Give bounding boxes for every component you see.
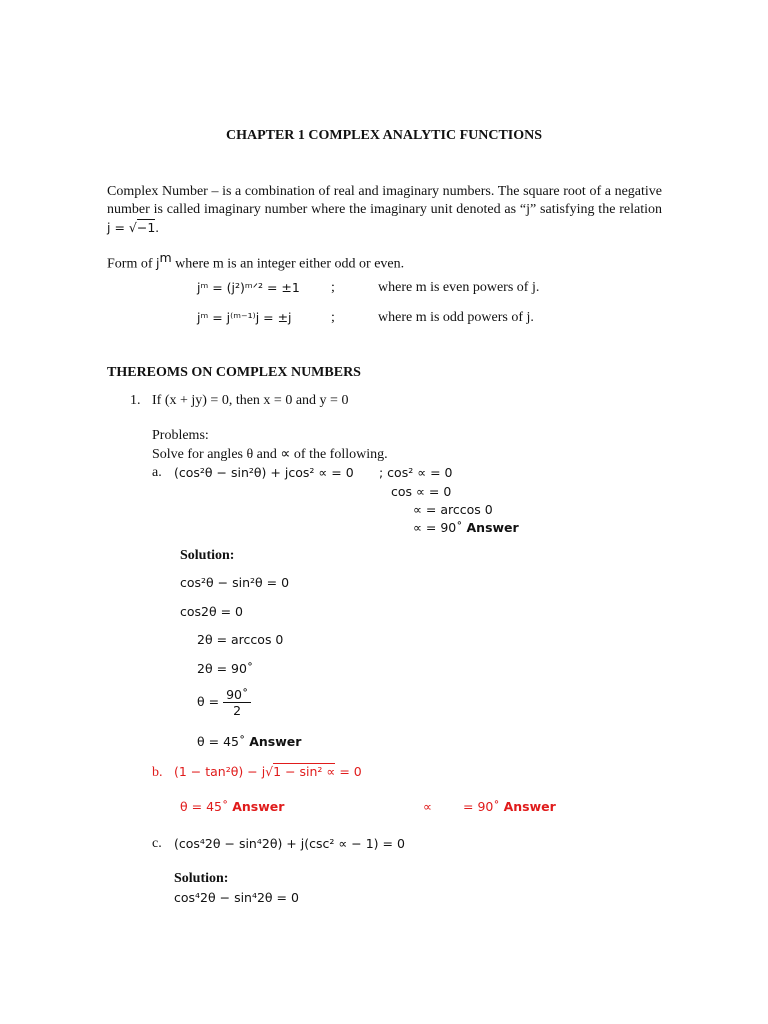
problem-a-side-2: cos ∝ = 0 bbox=[391, 484, 452, 499]
problems-instruction: Solve for angles θ and ∝ of the following. bbox=[152, 447, 388, 462]
problem-a-answer-word: Answer bbox=[466, 520, 519, 535]
formula-odd-note: where m is odd powers of j. bbox=[378, 310, 534, 325]
intro-text: Complex Number – is a combination of real and imaginary numbers. The square root of a negative number is called imaginary number where the imaginary unit denoted as “j” satisfying the relation bbox=[107, 184, 662, 217]
problem-b-left: (1 − tan²θ) − j bbox=[174, 764, 266, 779]
formula-odd: jᵐ = j⁽ᵐ⁻¹⁾j = ±j bbox=[197, 310, 292, 325]
theorem-1-text: If (x + jy) = 0, then x = 0 and y = 0 bbox=[152, 393, 349, 408]
problem-c-label: c. bbox=[152, 836, 162, 851]
problem-a-label: a. bbox=[152, 465, 162, 480]
solution-a-step-5 bbox=[197, 687, 251, 718]
step-6-answer-word: Answer bbox=[249, 734, 302, 749]
solution-c-step-1: cos⁴2θ − sin⁴2θ = 0 bbox=[174, 890, 299, 905]
problems-label: Problems: bbox=[152, 428, 209, 443]
solution-a-step-3: 2θ = arccos 0 bbox=[197, 632, 284, 647]
formula-even-sep: ; bbox=[331, 280, 335, 295]
solution-a-step-1: cos²θ − sin²θ = 0 bbox=[180, 575, 290, 590]
problem-a-side-1: ; cos² ∝ = 0 bbox=[379, 465, 453, 480]
answer-1-value: θ = 45˚ bbox=[180, 799, 229, 814]
form-line bbox=[107, 250, 404, 273]
solution-a-step-4: 2θ = 90˚ bbox=[197, 661, 254, 676]
problem-b-answer-2 bbox=[463, 799, 556, 814]
intro-paragraph bbox=[107, 183, 662, 238]
form-sup: m bbox=[159, 250, 172, 265]
problem-a-equation: (cos²θ − sin²θ) + jcos² ∝ = 0 bbox=[174, 465, 354, 480]
page-title: CHAPTER 1 COMPLEX ANALYTIC FUNCTIONS bbox=[225, 128, 543, 143]
sqrt-sign: √ bbox=[265, 764, 274, 779]
sqrt-sign: √ bbox=[128, 220, 137, 235]
formula-even: jᵐ = (j²)ᵐᐟ² = ±1 bbox=[197, 280, 300, 295]
fraction-denominator: 2 bbox=[233, 703, 242, 718]
theorem-1-number: 1. bbox=[130, 393, 141, 408]
form-sym: j bbox=[156, 255, 160, 271]
answer-1-word: Answer bbox=[232, 799, 285, 814]
relation-radicand: −1 bbox=[136, 220, 156, 235]
step-6-value: θ = 45˚ bbox=[197, 734, 246, 749]
solution-a-step-2: cos2θ = 0 bbox=[180, 604, 244, 619]
problem-a-side-4 bbox=[413, 520, 519, 535]
solution-a-label: Solution: bbox=[180, 548, 235, 563]
fraction-numerator: 90˚ bbox=[223, 687, 251, 703]
problem-b-equation bbox=[174, 764, 362, 779]
solution-c-label: Solution: bbox=[174, 871, 229, 886]
answer-2-value: = 90˚ bbox=[463, 799, 500, 814]
problem-b-label: b. bbox=[152, 765, 163, 780]
step-5-lhs: θ = bbox=[197, 694, 224, 709]
problem-a-side-4-value: ∝ = 90˚ bbox=[413, 520, 463, 535]
formula-odd-sep: ; bbox=[331, 310, 335, 325]
problem-b-right: = 0 bbox=[335, 764, 362, 779]
answer-2-word: Answer bbox=[503, 799, 556, 814]
problem-b-answer-1 bbox=[180, 799, 284, 814]
intro-end: . bbox=[155, 221, 159, 236]
problem-b-radicand: 1 − sin² ∝ bbox=[273, 764, 336, 779]
form-suffix: where m is an integer either odd or even. bbox=[171, 256, 405, 272]
fraction bbox=[223, 687, 251, 718]
solution-a-step-6 bbox=[197, 734, 301, 749]
problem-c-equation: (cos⁴2θ − sin⁴2θ) + j(csc² ∝ − 1) = 0 bbox=[174, 836, 405, 851]
problem-b-alpha-symbol: ∝ bbox=[423, 799, 432, 814]
theorems-heading: THEREOMS ON COMPLEX NUMBERS bbox=[107, 365, 361, 380]
form-prefix: Form of bbox=[107, 256, 156, 272]
formula-even-note: where m is even powers of j. bbox=[378, 280, 540, 295]
problem-a-side-3: ∝ = arccos 0 bbox=[413, 502, 493, 517]
relation-lhs: j = bbox=[107, 220, 129, 235]
